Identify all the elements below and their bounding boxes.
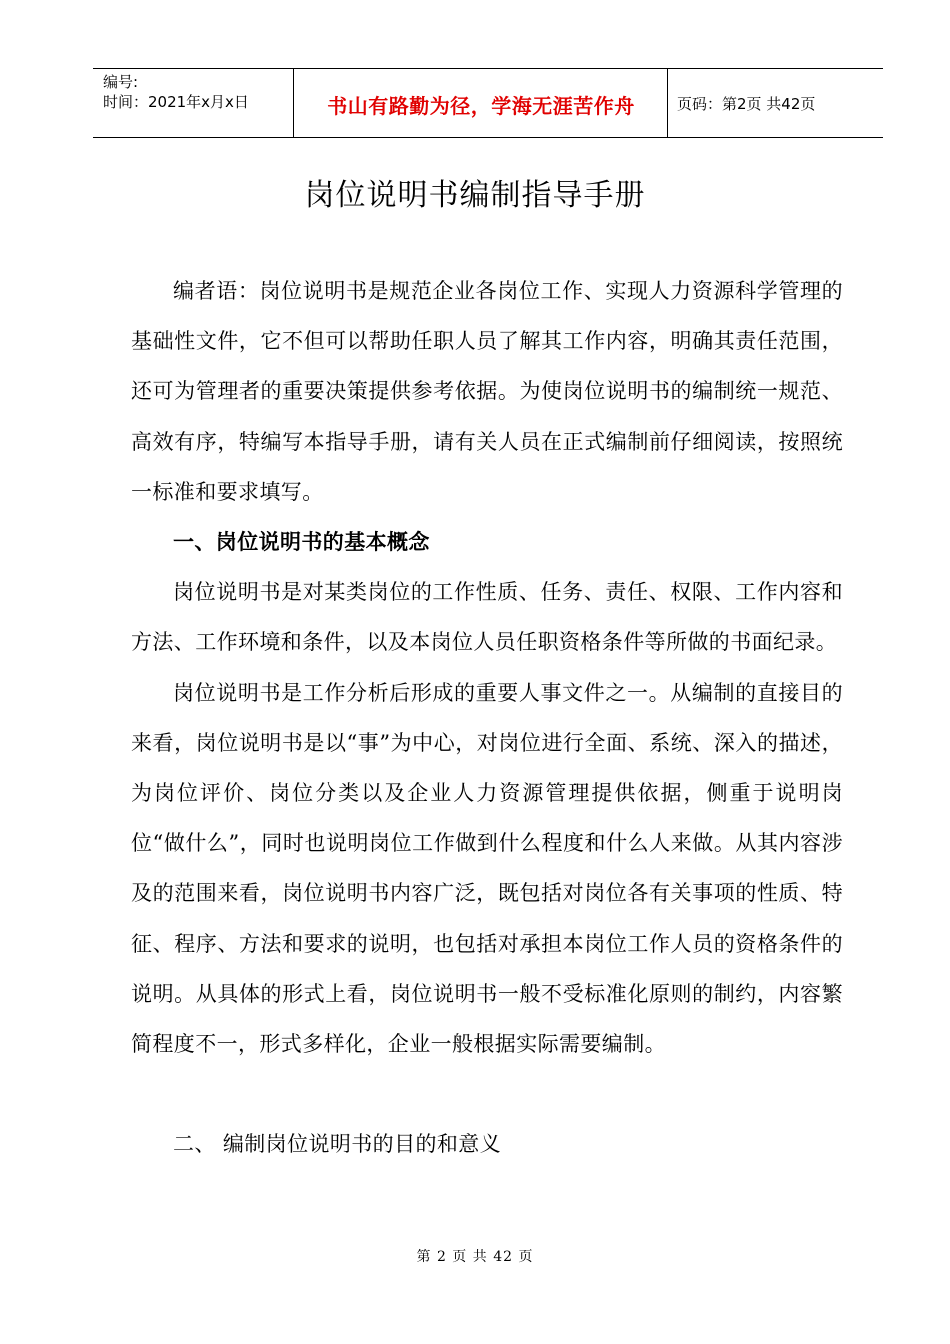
header-motto: 书山有路勤为径，学海无涯苦作舟 [327,94,635,118]
header-divider [293,69,294,137]
section-1-paragraph-1: 岗位说明书是对某类岗位的工作性质、任务、责任、权限、工作内容和方法、工作环境和条件，以及本岗位人员任职资格条件等所做的书面纪录。 [131,580,843,655]
document-title: 岗位说明书编制指导手册 [304,178,646,213]
document-time-label: 时间：2021年x月x日 [103,93,249,111]
page-header [93,68,883,138]
section-1-heading: 一、岗位说明书的基本概念 [173,530,430,555]
section-1-paragraph-2: 岗位说明书是工作分析后形成的重要人事文件之一。从编制的直接目的来看，岗位说明书是以“事”为中心，对岗位进行全面、系统、深入的描述，为岗位评价、岗位分类以及企业人力资源管理提供依据，侧重于说明岗位“做什么”，同时也说明岗位工作做到什么程度和什么人来做。从其内容涉及的范围来看，岗位说明书内容广泛，既包括对岗位各有关事项的性质、特征、程序、方法和要求的说明，也包括对承担本岗位工作人员的资格条件的说明。从具体的形式上看，岗位说明书一般不受标准化原则的制约，内容繁简程度不一，形式多样化，企业一般根据实际需要编制。 [131,680,843,1057]
header-meta [103,72,249,112]
page-footer: 第 2 页 共 42 页 [416,1249,534,1265]
header-page-info: 页码：第2页 共42页 [677,95,816,113]
document-number-label: 编号: [103,73,139,91]
document-body [131,266,843,1169]
header-divider [667,69,668,137]
intro-paragraph: 编者语：岗位说明书是规范企业各岗位工作、实现人力资源科学管理的基础性文件，它不但可以帮助任职人员了解其工作内容，明确其责任范围，还可为管理者的重要决策提供参考依据。为使岗位说明书的编制统一规范、高效有序，特编写本指导手册，请有关人员在正式编制前仔细阅读，按照统一标准和要求填写。 [131,279,843,504]
section-2-heading: 二、 编制岗位说明书的目的和意义 [173,1132,502,1157]
